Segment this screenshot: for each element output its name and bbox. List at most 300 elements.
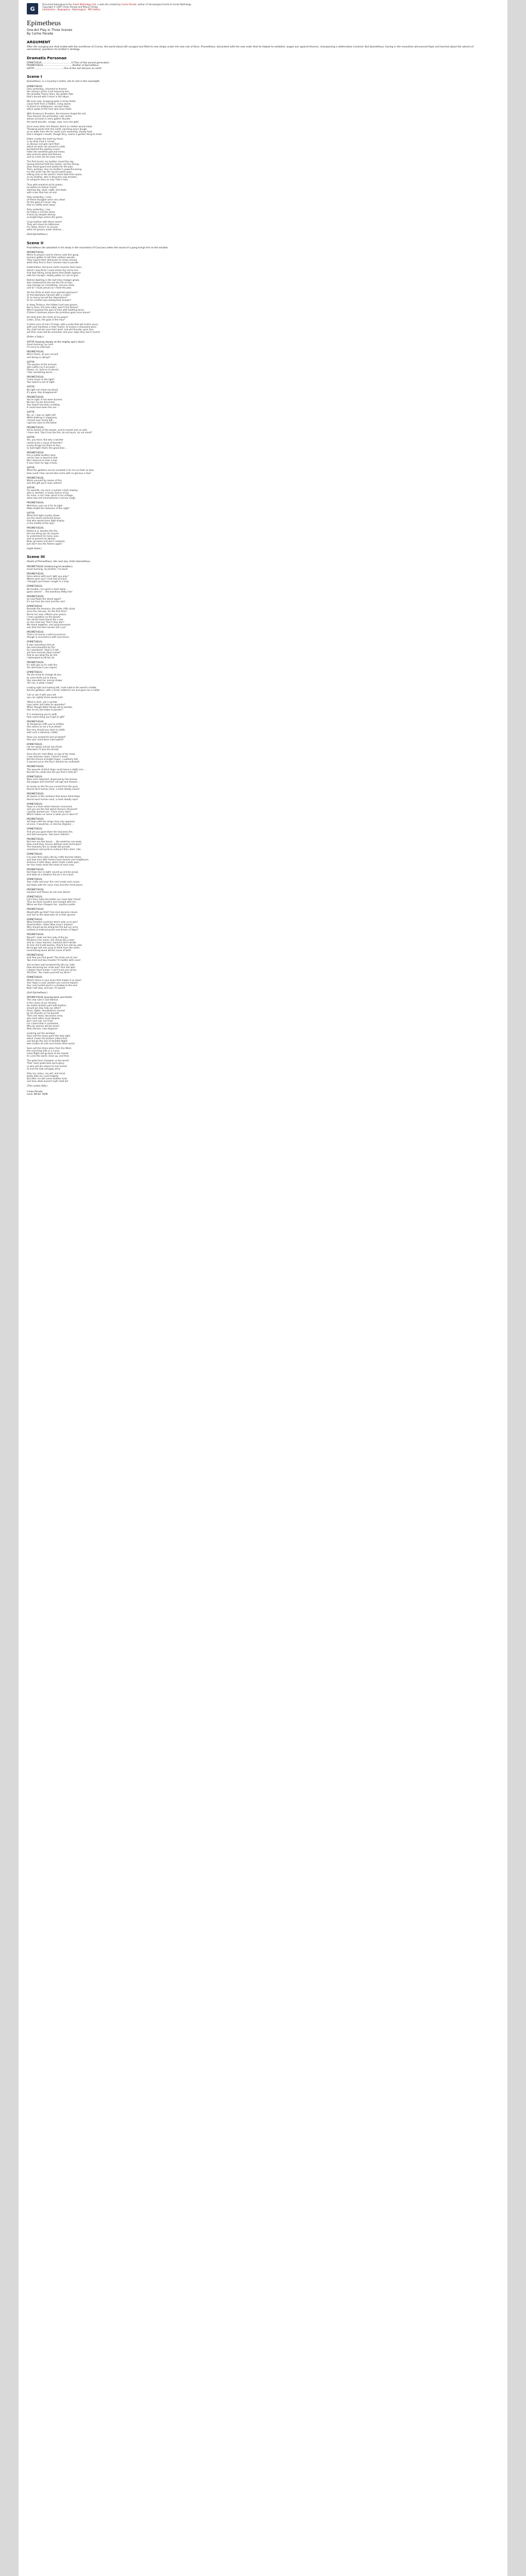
speaker-name: PROMETHEUS: [27,572,44,575]
verse-line: and lo! I must prevail as I meet the plan. [27,286,72,290]
verse-line: Now I will stay, and you, I'll spend! [27,987,65,990]
speaker-name: PROMETHEUS: [27,934,44,937]
verse-line: to curse the world, clean up, and then. [27,1055,70,1058]
speech-block [27,351,497,359]
author-link[interactable]: Carlos Parada [121,3,137,6]
persona-name: SATYR [27,67,35,70]
verse-line: 'What is here, yet is yonder [27,701,58,704]
speaker-name: EPIMETHEUS: [27,671,43,674]
play-subtitle: One-Act Play in Three Scenes [27,28,73,32]
verse-line: We drank together, and sang lovesome [27,623,71,626]
verse-line: The heavenly fire no doubt will provide [27,846,70,849]
speaker-name: PROMETHEUS: [27,766,44,769]
page-title: Epimetheus [27,20,61,27]
verse-line: A storm race of man I'll forge, with a pride that will match yours, [27,324,99,327]
verse-line: Only yesterday, I say, [27,208,51,211]
speaker-name: PROMETHEUS: [27,888,44,891]
speech-block [27,662,497,669]
stage-exit-direction: (Exit Epimetheus.) [27,233,48,236]
speech-block [27,512,497,525]
verse-line: How could they survive without some technique? [27,843,82,846]
verse-line: You shall not win over their grief, and will thunder upon fear, [27,329,94,332]
verse-line: as she cried out: 'Don't stay afar!' [27,621,65,624]
verse-line: So I wondered: 'How is it left [27,649,59,652]
stage-exit-direction: (Exit Epimetheus.) [27,991,48,994]
verse-line: letting evils as the world's intent take their spoils, [27,174,83,177]
persona-desc: Brother of Epimetheus [72,64,99,67]
nav-links[interactable]: Introduction · Biographies · Mythological · PDF Edition [42,8,101,11]
verse-line: That is of course a wild occurrence, [27,634,67,637]
verse-line: and being so abrupt? [27,356,51,359]
verse-line: needs to be a cause of thunder? [27,442,63,445]
speaker-name: PROMETHEUS: [27,251,44,254]
verse-line: assistance and pride to enhance their stars' ride. [27,849,81,852]
verse-line: He shall learn the limits of his power! [27,316,69,319]
verse-line: (Looking out the window) [27,1032,55,1036]
verse-line: whose servants in arms gather thunder [27,118,71,121]
verse-line: So now floats the island again? [27,598,61,601]
verse-line: Come closer to the light! [27,379,55,382]
verse-line: Make bright the darkness of the night! [27,507,70,510]
verse-line: Only my valour, my will, and mind, [27,1072,66,1075]
site-logo-icon[interactable]: G [27,3,38,14]
verse-line: Your Hope in your wisdom you cannot explain! [27,981,78,985]
verse-line: cause forth from a hidden, rising sword, [27,103,71,106]
verse-line: Mynet? I shall veil the Lady of the Jar, [27,936,69,939]
verse-line: Hope is a lever which Heaven conceived, [27,805,73,808]
verse-line: yet here marvels deep inside?' [27,651,61,654]
speech-block [27,396,497,409]
verse-line: Why should we be killing the fire but our arms [27,926,78,929]
verse-line: the world plunder, ravage, rape, turn into gold. [27,121,79,124]
personae-heading: Dramatis Personae [27,55,67,60]
scene-heading: Scene III [27,554,45,560]
speech-block [27,436,497,449]
verse-line: Good morning, my Lord. [27,344,54,347]
verse-line: the clamors of the cruel heavenly war, [27,91,70,94]
verse-line: Your crafts and your fire can't make evils cease, [27,881,80,884]
verse-line: Your beard has been scalding. [27,404,60,407]
verse-line: No light can show my beard. [27,388,59,392]
speaker-name: PROMETHEUS: [27,502,44,505]
speaker-name: PROMETHEUS: [27,351,44,354]
document-body [19,0,507,2576]
verse-line: Pandora's her name, she shines like a star! [27,939,75,942]
verse-line: then some thing you'll get as gift!' [27,716,65,719]
speaker-name: PROMETHEUS: [27,661,44,664]
verse-line: Now, go home and don't complain. [27,540,66,543]
verse-line: But men are like bones ... like wretches are weak, [27,841,83,844]
speaker-name: SATYR (bowing deeply at the mighty ape's door): [27,341,85,344]
verse-line: What the goddess serves unceded is for me as fresh as dew. [27,469,94,472]
persona-name: PROMETHEUS [27,64,43,67]
verse-line: But to me now, reflects your peace, [27,613,67,616]
speaker-name: EPIMETHEUS: [27,828,43,831]
speech-block [27,596,497,603]
persona-dots: ...................................... [43,64,73,67]
speech-block [27,908,497,916]
speaker-name: EPIMETHEUS: [27,853,43,856]
verse-line: The wounds of blind Hope could leave a slight scar ... [27,768,86,771]
scene-heading: Scene I [27,74,42,79]
verse-line: Lays aside, but helps to squander? [27,703,65,706]
verse-line: who is, besides, a lovely source of joy. [27,492,69,495]
speech-block [27,878,497,886]
verse-line: that's buried with Cronos in the abyss. [27,96,70,99]
verse-line: and hear what ancient myth shall be! [27,1080,69,1083]
verse-line: I'd go brother with these same? [27,221,62,224]
verse-line: I always have known: I can't trust your brain, [27,969,77,972]
verse-line: not for love or beard to feel. [27,457,58,460]
verse-line: Would gifts go that? Free men become slaves, [27,911,78,914]
speech-block [27,341,497,349]
speech-block [27,86,497,232]
verse-line: I've seen their plain ride by crafts become labels, [27,856,82,859]
verse-line: Throwing winds from the north, parching every bough, [27,128,88,131]
verse-line: While bathing in happiness, [27,416,58,419]
speaker-name: PROMETHEUS: [27,721,44,724]
speaker-name: EPIMETHEUS: [27,803,43,806]
verse-line: Good brother, listen! Now must I implore! [27,924,73,927]
verse-line: Lame Night will go back at her breast [27,1053,69,1056]
speaker-name: PROMETHEUS: [27,818,44,821]
verse-line: as decays corrupts each field [27,143,59,146]
verse-line: I met a goddess on the beach! [27,616,61,619]
verse-line: Their clash grabs blue sprin-glory, [27,1062,65,1065]
verse-line: To men she'll add women, they'll live side by side; [27,944,83,947]
verse-line: and live as the dead who lie in their graves! [27,913,76,917]
verse-line: And to see what the jar hid, [27,654,58,657]
verse-line: that a dragon's mouth, though fiery, seems a gentler thing to meet. [27,133,103,136]
verse-line: to come forth out to mirror, [27,676,58,680]
verse-line: Your rock-hurled word is a shadow to the end. [27,984,78,987]
verse-line: Once none other him flowed, which no shelter would allow: [27,125,93,128]
verse-line: Please, sir, hold on to bench; [27,368,59,371]
speech-block [27,467,497,474]
verse-line: Have you answered and accepted? [27,736,66,739]
speech-block [27,838,497,851]
verse-line: How could I fear sacred deal come with so glorious a few? [27,472,91,475]
verse-line: Who'll appease the pain of man with loathing tones [27,309,84,312]
verse-line: with such hardness in their hearts, to endure a thousand wars! [27,326,97,329]
speaker-name: PROMETHEUS: [27,868,44,871]
verse-line: so my brother, who in blissness now devotes, [27,176,77,179]
speech-block [27,743,497,764]
verse-line: when two and mind become a lot too rough. [27,497,76,500]
verse-line: Who's there, all your accord, [27,353,59,357]
verse-line: Thus thereof, the primordial, vast centre, [27,115,73,118]
verse-line: the one thing you do acquire [27,532,59,535]
verse-line: Well then, just use it for its light: [27,504,63,507]
verse-line: now emerge as a trembling, nervous show, [27,284,75,287]
speech-block [27,853,497,866]
verse-line: The gods have changed, so the world: [27,1060,70,1063]
verse-line: Yet she knew to change all jars, [27,674,62,677]
persona-desc: One of the lust demons on earth [63,67,102,70]
speech-block [27,671,497,719]
verse-line: To dangerous cliffs you've drifted, [27,723,64,726]
verse-line: at once, it would be, or else be disgrace ... [27,823,74,826]
verse-line: are the sweet nocturnal kisses [27,517,61,520]
verse-line: No hair can be discerned. [27,401,56,404]
verse-line: We even saw, wrapping gods in tricky fields, [27,100,76,104]
speech-block [27,386,497,394]
verse-line: Tell Zeus: 'You made yourself my thorn!' [27,972,72,975]
verse-line: She mounted her normal shape: [27,679,63,682]
verse-line: while they find in their richness how to ponder. [27,262,79,265]
verse-line: If in answering you're swift, [27,714,58,717]
speech-block [27,934,497,952]
verse-line: Soon will the times when from the West, [27,1047,72,1050]
verse-line: The new ruler's cool demise [27,999,58,1002]
verse-line: Just don't kiss the flames again! [27,543,62,546]
verse-line: Has your mind been interrupted? [27,738,64,741]
notice-text: , a web site created by [96,3,122,6]
verse-line: as he waits from the far south such assenting, steady heat, [27,130,93,133]
verse-line: How deceiving her smile was! One still able [27,967,75,970]
speaker-name: SATYR: [27,361,35,364]
verse-line: which no work can prevail to yield, [27,145,65,148]
verse-line: But I care not. Let it be! [27,1020,54,1023]
speech-block [27,452,497,465]
verse-line: But tell me, what else did you find in that jar? [27,771,78,774]
verse-line: For a bond that is contested [27,1022,58,1025]
speaker-name: PROMETHEUS: [27,631,44,634]
speaker-name: PROMETHEUS (pacing back and forth): [27,996,73,999]
verse-line: Has no art, but helps to ponder?' [27,708,63,711]
verse-line: Round each human neck, a most deadly rope! [27,798,78,801]
verse-line: to understand its many uses, [27,535,59,538]
verse-line: They will chase his bitterness [27,224,60,227]
verse-line: I fear something worse ... [27,371,55,374]
verse-line: Ruins, fights, devastations caused [27,1009,65,1012]
verse-line: No longer will man pray to think from the earth, [27,946,80,950]
verse-line: instead of embracing the new dream of Hope? [27,929,78,932]
speaker-name: PROMETHEUS: [27,477,44,480]
verse-line: Zeus stood guard and waited for the plan. [27,166,74,169]
persona-dots: ...................................... [34,67,64,70]
speaker-name: EPIMETHEUS: [27,585,43,588]
verse-line: But the throne of bright hopes, I suddenly felt, [27,758,78,761]
verse-line: but Hope with her voice may lend the mind peace. [27,884,84,887]
verse-line: like scorching milk or a curse, [27,1050,60,1053]
speaker-name: EPIMETHEUS: [27,85,43,88]
verse-line: I thought you'd been caught in a trap! [27,581,70,584]
verse-line: for hers looks shine the heart of each man. [27,863,75,867]
notice-text: Document belonging to the [42,3,73,6]
verse-line: The first tyrant, my brother saved the rag, [27,161,74,164]
speech-block [27,996,497,1083]
site-notice [42,3,191,11]
speech-block [27,776,497,791]
verse-line: No trouble, I've spent a short while ... [27,588,69,591]
speech-block [27,889,497,894]
speaker-name: EPIMETHEUS: [27,918,43,921]
speech-block [27,896,497,906]
verse-line: Patience is, besides the fire, [27,530,58,533]
speaker-name: PROMETHEUS: [27,954,44,957]
argument-text: After the ravaging war that ended with the overthrow of Cronos, the world stood still ravaged and filled to new shape under the new rule of Zeus. Prometheus, discontent with the new order that he helped to establish, wages war against Heaven, championing a defenceless mankind. But Epimetheus, having in the meantime discovered Hope and learned about the advent of womankind, questions his brother's strategy. [27,46,474,52]
speech-block [27,954,497,975]
speaker-name: PROMETHEUS (embracing his brother): [27,565,73,568]
verse-line: which I now think I could entice the soil to live. [27,269,79,272]
speech-block [27,487,497,500]
verse-line: who suffers as if accused ... [27,366,58,369]
notice-text: , author of Genealogical Guide to Greek Mythology [136,3,191,6]
verse-line: What, though bitter things set to wonder, [27,706,73,709]
verse-line: if there's darkness where the primitive gods once shone? [27,312,91,315]
verse-line: Where were you? I had lost all track. [27,578,68,581]
verse-line: and so crime are his loud crime. [27,156,63,159]
verse-line: Her divine head shone like a star [27,618,63,621]
verse-line: if your learn to rage a fools. [27,462,58,465]
verse-line: and brings the sick of dreadful Night, [27,1040,68,1043]
speaker-name: EPIMETHEUS: [27,743,43,746]
verse-line: I saw darkness roam, I heard a tread. [27,756,69,759]
speaker-name: EPIMETHEUS: [27,605,43,608]
stage-exit-direction: (Enter a Satyr.) [27,336,44,339]
verse-line: For the victor has the sacred world upon, [27,171,73,174]
verse-line: All jewels in the necklace that wears blind Hope. [27,795,81,799]
verse-line: that so swiftly went away. [27,204,56,207]
greek-mythology-link[interactable]: Greek Mythology Link [72,3,96,6]
verse-line: I have said, 'Don't kiss the fire, do not touch, do not smell!' [27,432,93,435]
verse-line: Only yesterday, reluctant to dismiss [27,88,67,91]
speech-block [27,361,497,374]
verse-line: hides the sweetest god and mean, [27,151,65,154]
speech-block [27,527,497,546]
verse-line: today take my cruel tragedy. [27,1075,59,1078]
speech-block [27,502,497,510]
verse-line: who each other must despise: [27,1017,60,1020]
verse-line: in the middle of the day? [27,522,55,526]
verse-line: it bore joy despite dismay [27,213,56,216]
verse-line: Warm yourself by means of fire, [27,479,62,482]
verse-line: You've been well answered by this jar: take. [27,964,76,967]
speech-block [27,427,497,434]
verse-line: for the gold of Cronos' day [27,201,57,204]
verse-line: to bisect an ambiguous, ancient dawn, [27,106,70,109]
verse-line: It's gone. Has disappeared! [27,391,57,394]
speech-block [27,828,497,836]
verse-line: It was marvellous this jar [27,643,55,647]
verse-line: staining day, dusk, night, and dawn [27,189,67,192]
signature-author: Carlos Parada [27,1091,43,1094]
verse-line: Then, perhaps, also my brother's powerful wrong, [27,168,83,172]
verse-line: The warden of the orchard, [27,363,57,366]
verse-line: Injustice and Please do not ever blend! [27,891,70,894]
verse-line: They expect their demesnes to chase among [27,259,77,262]
speech-block [27,573,497,583]
stage-exit-direction: (The curtain falls.) [27,1084,48,1088]
site-notice-bar [27,0,497,16]
verse-line: But in Zeus, the lone rebel, wasn't the throne? [27,307,78,310]
verse-line: and you are the fool whom Heaven deceived! [27,808,78,811]
verse-line: He makes brother part with brother, [27,1004,67,1007]
verse-line: by his thunder on his bounds [27,1012,59,1015]
speaker-name: SATYR: [27,386,35,389]
verse-line: I kissed your lovely gift, [27,419,54,422]
verse-line: Enhance it with Hope, which holds a wide span, [27,861,80,864]
verse-line: What that light usually shows [27,515,60,518]
verse-line: and this gift you'll soon admire! [27,482,62,485]
verse-line: who chastened to the soil the life of man, [27,281,73,284]
verse-line: Good morning, my brother, I'm back! [27,568,68,571]
persona-name: EPIMETHEUS [27,61,42,64]
speaker-name: SATYR: [27,411,35,414]
speech-block [27,766,497,773]
verse-line: Or to mercy turned the dispositions? [27,296,68,299]
verse-line: Which makes no sense is what you're done it? [27,813,78,816]
verse-line: the most beautiful by far! [27,646,56,649]
verse-line: to vanquish Zeus as only Titan's toils. [27,179,69,182]
verse-line: 'Let us see if with your wit [27,693,56,697]
speech-block [27,566,497,571]
verse-line: Fire a subtle another deal, [27,454,56,457]
scene-stage-direction: Prometheus sits absorbed in his study in the mountains of Caucasus when the sound of a gong brings him to the window. [27,246,169,249]
verse-line: since the last war, for the first time! [27,611,67,614]
verse-line: Beneath the heavens, the white cliffs climb [27,608,75,611]
verse-line: On mine, a rich clear spiral is her vintage, [27,495,74,498]
verse-line: I attempted to lift the lid. [27,656,55,659]
speaker-name: SATYR: [27,436,35,439]
speaker-name: SATYR: [27,486,35,489]
speaker-name: EPIMETHEUS: [27,976,43,979]
verse-line: And yet you gave them the heavenly fire, [27,831,73,834]
dramatis-personae-list [27,62,497,71]
verse-line: What freedom could be which sells us to war? [27,921,78,924]
verse-line: Lovely things are there to kiss, [27,444,61,447]
scene-stage-direction: Studio of Prometheus, the next day. Enter Epimetheus. [27,561,91,564]
speaker-name: EPIMETHEUS: [27,641,43,644]
verse-line: I quietly wanted yes: 'Close every door!' [27,810,72,814]
argument-heading: ARGUMENT [27,40,51,44]
stage-exit-direction: (Light fades.) [27,547,42,550]
speech-block [27,641,497,659]
verse-line: Thus with mankind at his paean, [27,183,63,187]
verse-line: For warmth, my Lord, a nymph I most employ, [27,489,78,493]
verse-line: It's with gas as it's with fire: [27,664,58,667]
verse-line: And as I have learned, mankind she'll divide: [27,941,77,944]
verse-line: What's there in your brain that makes it so sane? [27,979,82,982]
verse-line: Round each human neck, a most deadly noose! [27,788,80,791]
speaker-name: PROMETHEUS: [27,451,44,454]
verse-line: or by dirty mud is ruined, [27,140,55,143]
verse-line: You will know if you inquire. [27,667,58,670]
verse-line: with the tranquil, steady patter no rain to give. [27,274,79,277]
verse-line: to end the new unhappy story. [27,1067,61,1071]
verse-line: When to prayers and to silence calls this gong, [27,254,79,257]
verse-line: who shakes all cells and marks them worst. [27,1043,75,1046]
verse-line: Lovemaking alone will be cause of birth. [27,949,72,952]
verse-line: you can rightly those words knit: [27,696,63,699]
play-author: By Carlos Parada [27,32,53,36]
verse-line: and told everyone: 'See here! Admire!' [27,833,70,836]
verse-line: But Hope has no light, sound up and be proud, [27,871,79,874]
verse-line: Your beard is out of sight. [27,381,55,384]
verse-line: like plague and mischief, old age and disease ... [27,781,80,784]
verse-line: Once the lid I had lifted, on top of her head, [27,753,76,756]
speaker-name: SATYR: [27,467,35,470]
speaker-name: EPIMETHEUS: [27,878,43,882]
verse-line: Thus we fairly Injustice and mangle with her ... [27,901,79,904]
speaker-name: PROMETHEUS: [27,376,44,379]
verse-line: Two mind and two mouths! It's better with none! [27,959,81,962]
verse-line: humans gather to tell their soldiers wonder. [27,257,76,260]
verse-line: Yet to demon of the woods, and to mortal man as well, [27,429,88,432]
verse-line: guess where? ... the wondrous Milky Isle! [27,590,73,594]
speech-block [27,793,497,801]
